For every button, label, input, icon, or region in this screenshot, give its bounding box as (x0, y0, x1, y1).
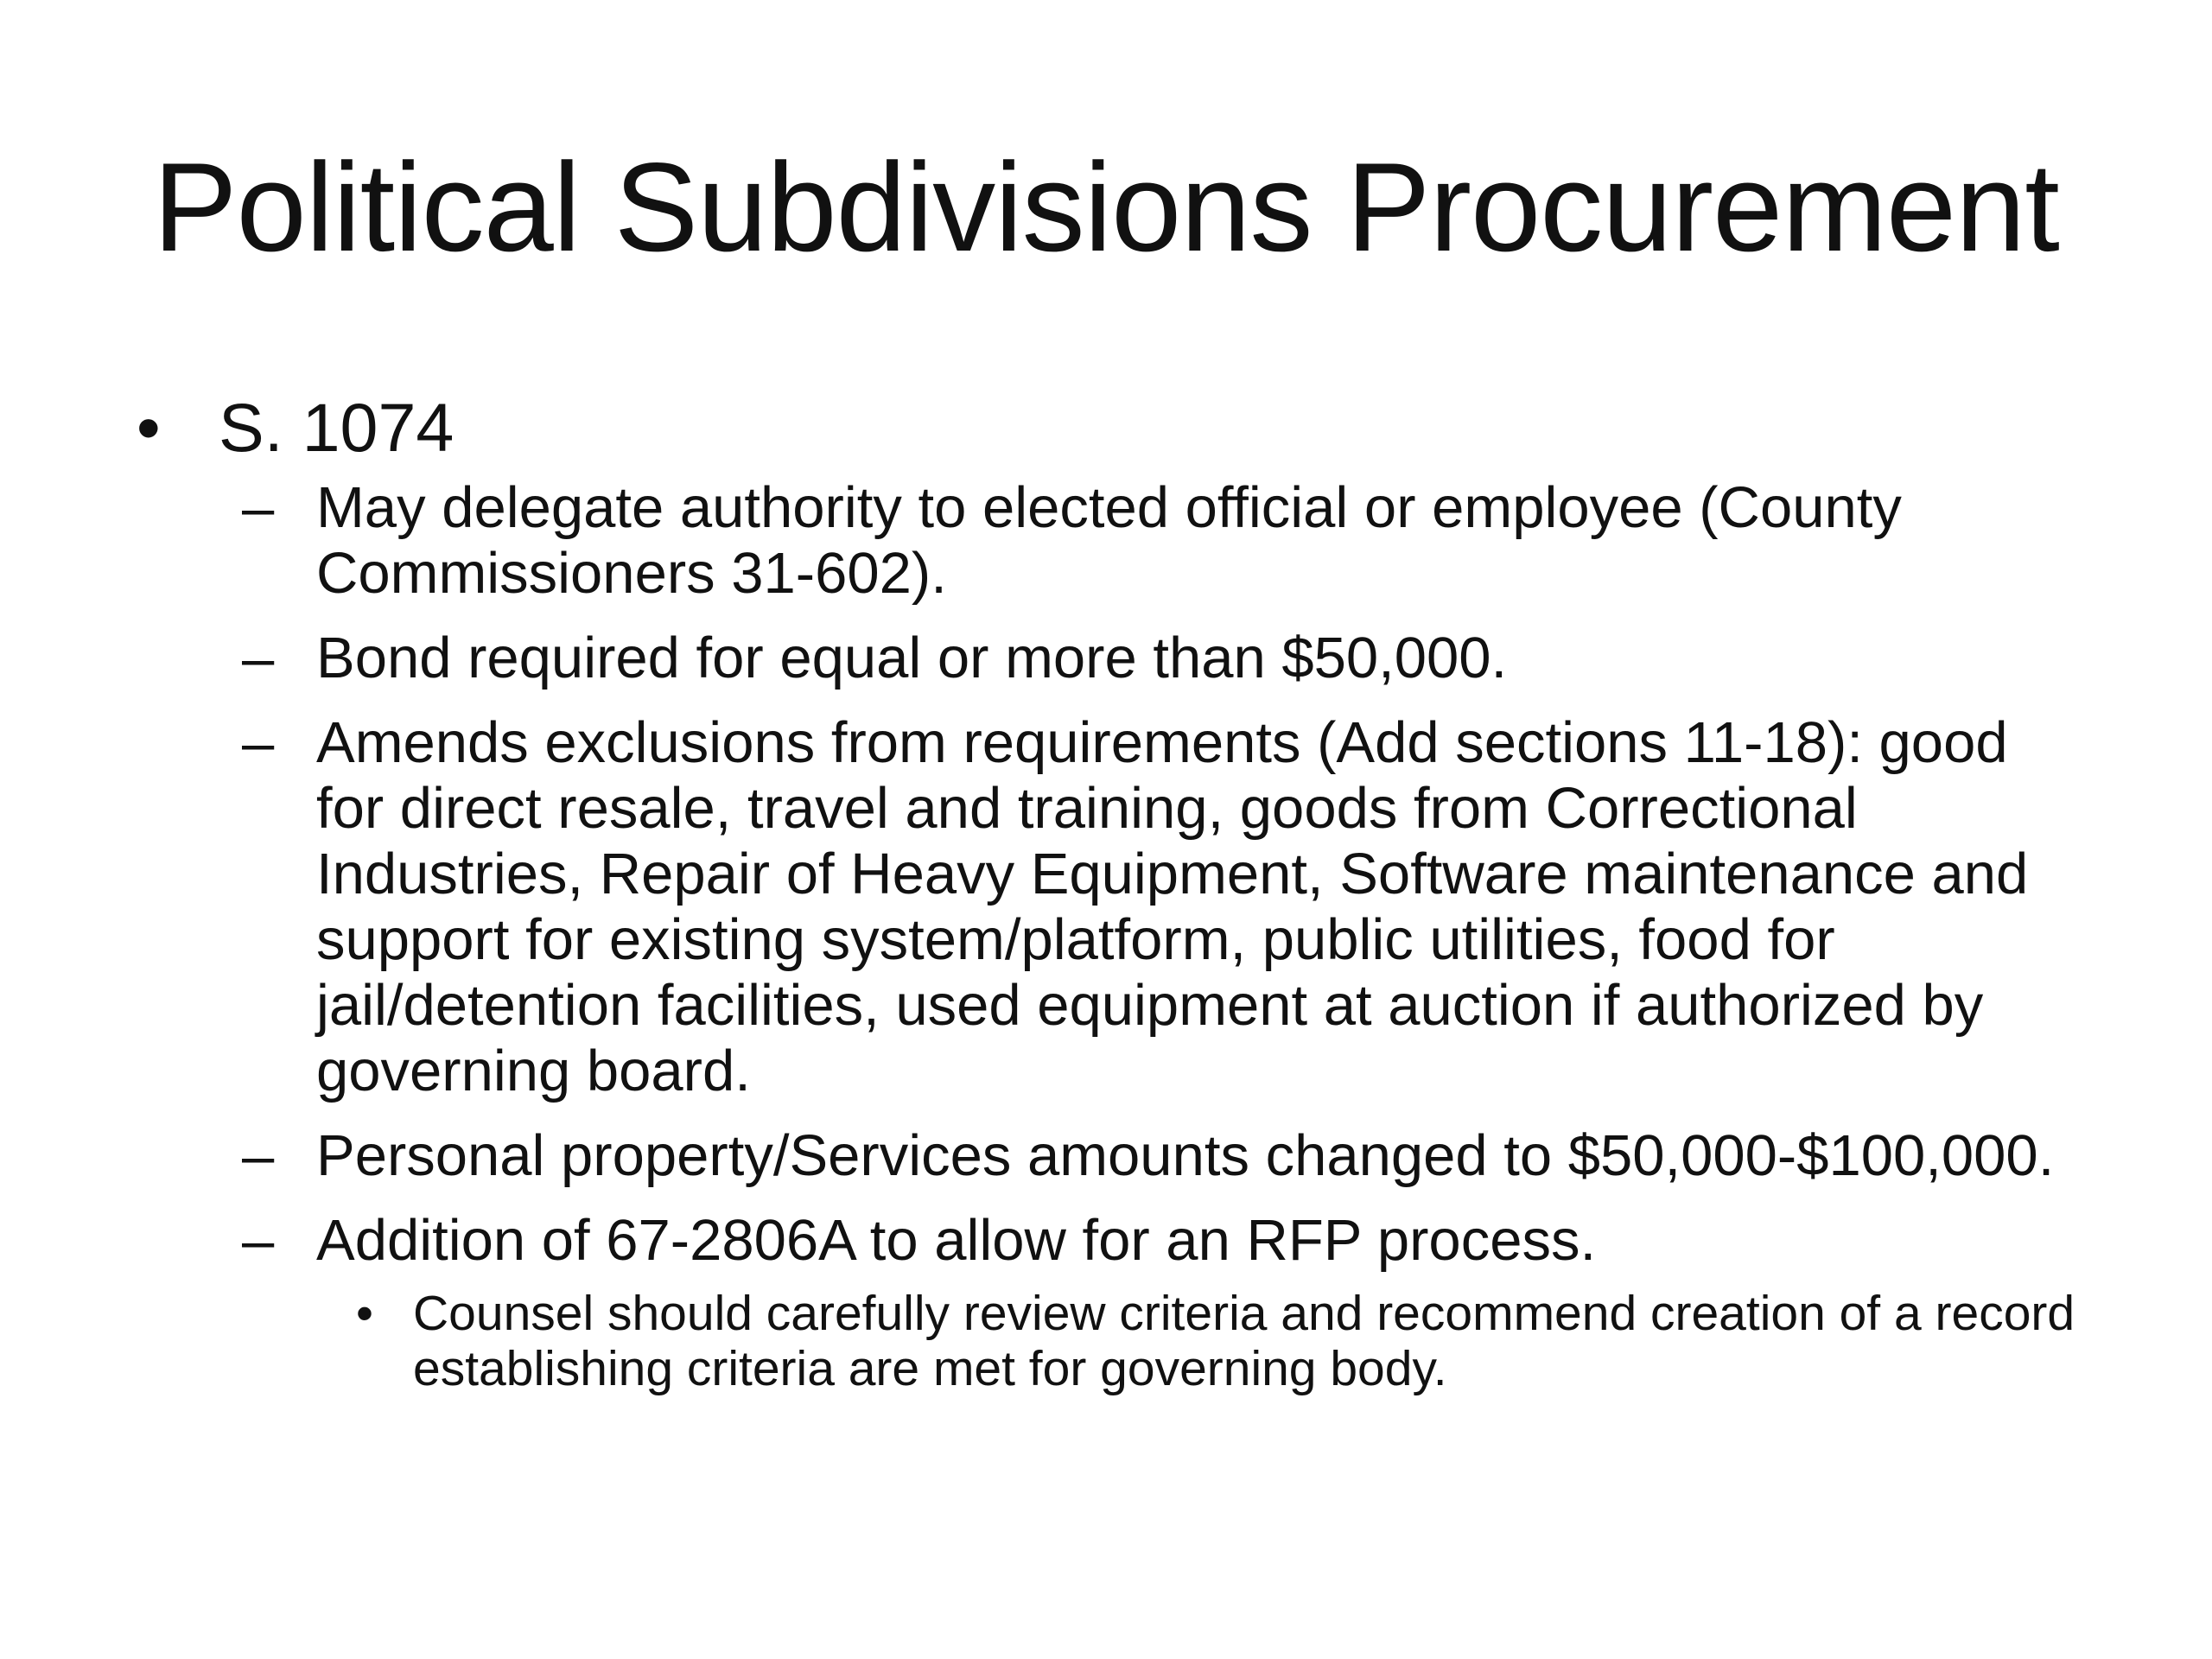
bullet-marker: • (356, 1286, 373, 1341)
sub-bullet-item (130, 1123, 2091, 1189)
sub-bullet-item (130, 626, 2091, 691)
bullet-text: S. 1074 (219, 389, 454, 466)
dash-marker: – (242, 1123, 275, 1188)
sub-bullet-text: Addition of 67-2806A to allow for an RFP process. (316, 1208, 1597, 1273)
sub-bullet-text: Personal property/Services amounts changed to $50,000-$100,000. (316, 1123, 2055, 1188)
sub-bullet-item (130, 710, 2091, 1104)
sub-bullet-item (130, 475, 2091, 607)
sub-bullet-text: May delegate authority to elected official or employee (County Commissioners 31-602). (316, 475, 1902, 606)
sub-bullet-text: Bond required for equal or more than $50,000. (316, 626, 1508, 690)
sub-bullet-item (130, 1208, 2091, 1396)
dash-marker: – (242, 1208, 275, 1273)
sub-bullet-text: Amends exclusions from requirements (Add sections 11-18): good for direct resale, travel and training, goods from Correctional Industries, Repair of Heavy Equipment, Software maintenance and support for existing system/platform, public utilities, food for jail/detention facilities, used equipment at auction if authorized by governing board. (316, 710, 2029, 1103)
sub-sub-bullet-item (130, 1286, 2091, 1396)
dash-marker: – (242, 475, 275, 540)
bullet-marker: • (137, 389, 161, 466)
sub-bullet-list (130, 475, 2091, 1396)
slide-body (130, 389, 2091, 1415)
dash-marker: – (242, 710, 275, 775)
slide-title: Political Subdivisions Procurement (153, 137, 2059, 277)
sub-sub-bullet-text: Counsel should carefully review criteria and recommend creation of a record establishing criteria are met for governing body. (413, 1286, 2075, 1396)
dash-marker: – (242, 626, 275, 690)
bullet-item (130, 389, 2091, 467)
